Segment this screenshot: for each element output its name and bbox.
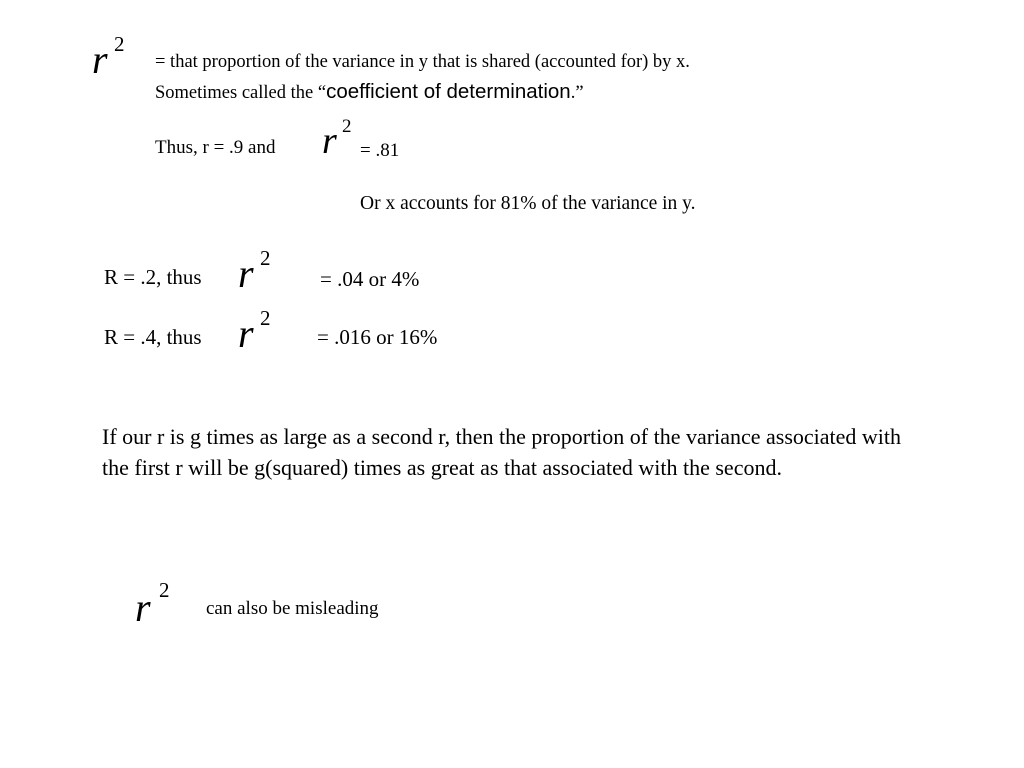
exponent: 2 (342, 116, 352, 137)
r-squared-symbol (238, 296, 288, 354)
r-symbol: r (92, 37, 108, 82)
explanation-paragraph: If our r is g times as large as a second r, then the proportion of the variance associated with the first r will be g(squared) times as great as that associated with the second. (102, 424, 902, 480)
definition-suffix: .” (570, 83, 584, 103)
definition-line-2 (155, 80, 584, 104)
exponent: 2 (260, 306, 271, 330)
case-prefix: R = .2, thus (104, 265, 202, 289)
definition-prefix: Sometimes called the “ (155, 83, 327, 103)
example-prefix: Thus, r = .9 and (155, 137, 276, 158)
caution-text: can also be misleading (206, 598, 379, 619)
r-squared-symbol (238, 236, 288, 294)
exponent: 2 (260, 246, 271, 270)
r-symbol: r (322, 120, 337, 162)
example-interpretation: Or x accounts for 81% of the variance in y. (360, 193, 696, 214)
exponent: 2 (114, 32, 125, 56)
r-squared-symbol (135, 568, 185, 628)
r-symbol: r (135, 585, 151, 630)
example-result: = .81 (360, 140, 400, 161)
r-symbol: r (238, 251, 254, 296)
case-result: = .04 or 4% (320, 267, 420, 291)
case-prefix: R = .4, thus (104, 325, 202, 349)
definition-line-1: = that proportion of the variance in y that is shared (accounted for) by x. (155, 52, 690, 72)
r-squared-symbol (92, 20, 152, 80)
case-result: = .016 or 16% (317, 325, 438, 349)
exponent: 2 (159, 578, 170, 602)
r-symbol: r (238, 311, 254, 356)
term-coefficient-of-determination: coefficient of determination (326, 80, 571, 103)
